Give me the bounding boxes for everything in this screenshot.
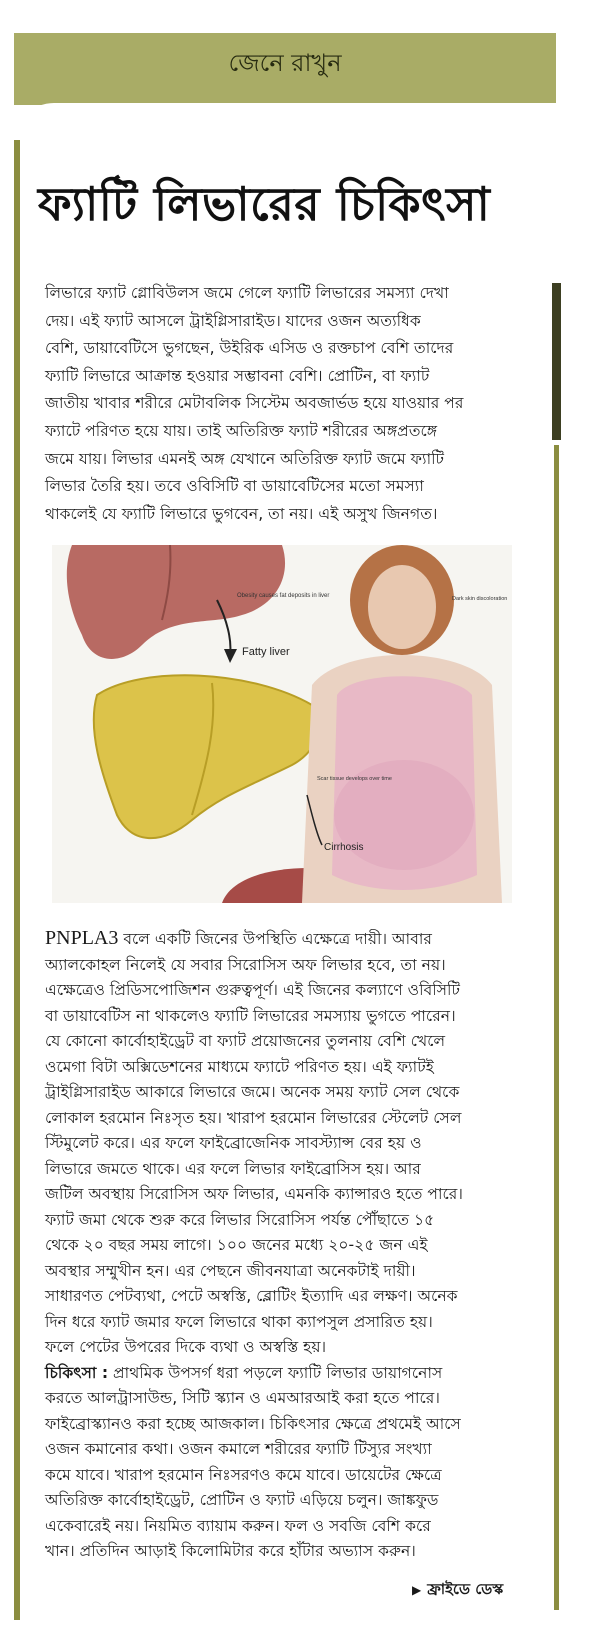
body-paragraph	[45, 926, 550, 1565]
right-dark-bar	[552, 283, 561, 440]
right-frame-rule	[554, 445, 559, 1610]
label-fatty-liver: Fatty liver	[242, 646, 290, 658]
byline	[412, 1578, 503, 1603]
byline-text: ফ্রাইডে ডেস্ক	[427, 1580, 504, 1598]
intro-paragraph: লিভারে ফ্যাট গ্লোবিউলস জমে গেলে ফ্যাটি লিভারের সমস্যা দেখা দেয়। এই ফ্যাট আসলে ট্রাইগ্লিসারাইড। যাদের ওজন অত্যধিক বেশি, ডায়াবেটিসে ভুগছেন, উইরিক এসিড ও রক্তচাপ বেশি তাদের ফ্যাটি লিভারে আক্রান্ত হওয়ার সম্ভাবনা বেশি। প্রোটিন, বা ফ্যাট জাতীয় খাবার শরীরে মেটাবলিক সিস্টেম অবজার্ভড হয়ে যাওয়ার পর ফ্যাটে পরিণত হয়ে যায়। তাই অতিরিক্ত ফ্যাট শরীরের অঙ্গপ্রতঙ্গে জমে যায়। লিভার এমনই অঙ্গ যেখানে অতিরিক্ত ফ্যাট জমে ফ্যাটি লিভার তৈরি হয়। তবে ওবিসিটি বা ডায়াবেটিসের মতো সমস্যা থাকলেই যে ফ্যাটি লিভারে ভুগবেন, তা নয়। এই অসুখ জিনগত।	[45, 284, 464, 523]
label-cirrhosis: Cirrhosis	[324, 842, 364, 853]
left-frame-rule	[14, 140, 20, 1620]
section-kicker: জেনে রাখুন	[228, 49, 342, 77]
label-scar-tissue: Scar tissue develops over time	[317, 776, 392, 782]
person-face	[368, 565, 436, 649]
byline-arrow-icon: ▶	[412, 1583, 422, 1597]
label-fat-deposits: Obesity causes fat deposits in liver	[237, 593, 330, 599]
fatty-liver-illustration	[52, 545, 512, 903]
body-text: বলে একটি জিনের উপস্থিতি এক্ষেত্রে দায়ী। আবার অ্যালকোহল নিলেই যে সবার সিরোসিস অফ লিভার হবে, তা নয়। এক্ষেত্রেও প্রিডিসপোজিশন গুরুত্বপূর্ণ। এই জিনের কল্যাণে ওবিসিটি বা ডায়াবেটিস না থাকলেও ফ্যাটি লিভারের সমস্যায় ভুগতে পারেন। যে কোনো কার্বোহাইড্রেট বা ফ্যাট প্রয়োজনের তুলনায় বেশি খেলে ওমেগা বিটা অক্সিডেশনের মাধ্যমে ফ্যাটে পরিণত হয়। এই ফ্যাটই ট্রাইগ্লিসারাইড আকারে লিভারে জমে। অনেক সময় ফ্যাট সেল থেকে লোকাল হরমোন নিঃসৃত হয়। খারাপ হরমোন লিভারের স্টেলেট সেল স্টিমুলেট করে। এর ফলে ফাইব্রোজেনিক সাবস্ট্যান্স বের হয় ও লিভারে জমতে থাকে। এর ফলে লিভার ফাইব্রোসিস হয়। আর জটিল অবস্থায় সিরোসিস অফ লিভার, এমনকি ক্যান্সারও হতে পারে। ফ্যাট জমা থেকে শুরু করে লিভার সিরোসিস পর্যন্ত পৌঁছাতে ১৫ থেকে ২০ বছর সময় লাগে। ১০০ জনের মধ্যে ২০-২৫ জন এই অবস্থার সম্মুখীন হন। এর পেছনে জীবনযাত্রা অনেকটাই দায়ী। সাধারণত পেটব্যথা, পেটে অস্বস্তি, ব্লোটিং ইত্যাদি এর লক্ষণ। অনেক দিন ধরে ফ্যাট জমার ফলে লিভারে থাকা ক্যাপসুল প্রসারিত হয়। ফলে পেটের উপরের দিকে ব্যথা ও অস্বস্তি হয়।	[45, 930, 463, 1356]
treatment-text: প্রাথমিক উপসর্গ ধরা পড়লে ফ্যাটি লিভার ডায়াগনোস করতে আলট্রাসাউন্ড, সিটি স্ক্যান ও এমআরআই করা হতে পারে। ফাইব্রোস্ক্যানও করা হচ্ছে আজকাল। চিকিৎসার ক্ষেত্রে প্রথমেই আসে ওজন কমানোর কথা। ওজন কমালে শরীরের ফ্যাটি টিস্যুর সংখ্যা কমে যাবে। খারাপ হরমোন নিঃসরণও কমে যাবে। ডায়েটের ক্ষেত্রে অতিরিক্ত কার্বোহাইড্রেট, প্রোটিন ও ফ্যাট এড়িয়ে চলুন। জাঙ্কফুড একেবারেই নয়। নিয়মিত ব্যায়াম করুন। ফল ও সবজি বেশি করে খান। প্রতিদিন আড়াই কিলোমিটার করে হাঁটার অভ্যাস করুন।	[45, 1363, 461, 1560]
treatment-label: চিকিৎসা :	[45, 1363, 109, 1382]
label-dark-skin: Dark skin discoloration	[452, 596, 508, 602]
article-headline: ফ্যাটি লিভারের চিকিৎসা	[38, 177, 491, 231]
gene-name: PNPLA3	[45, 927, 119, 949]
banner-curve	[14, 103, 556, 143]
